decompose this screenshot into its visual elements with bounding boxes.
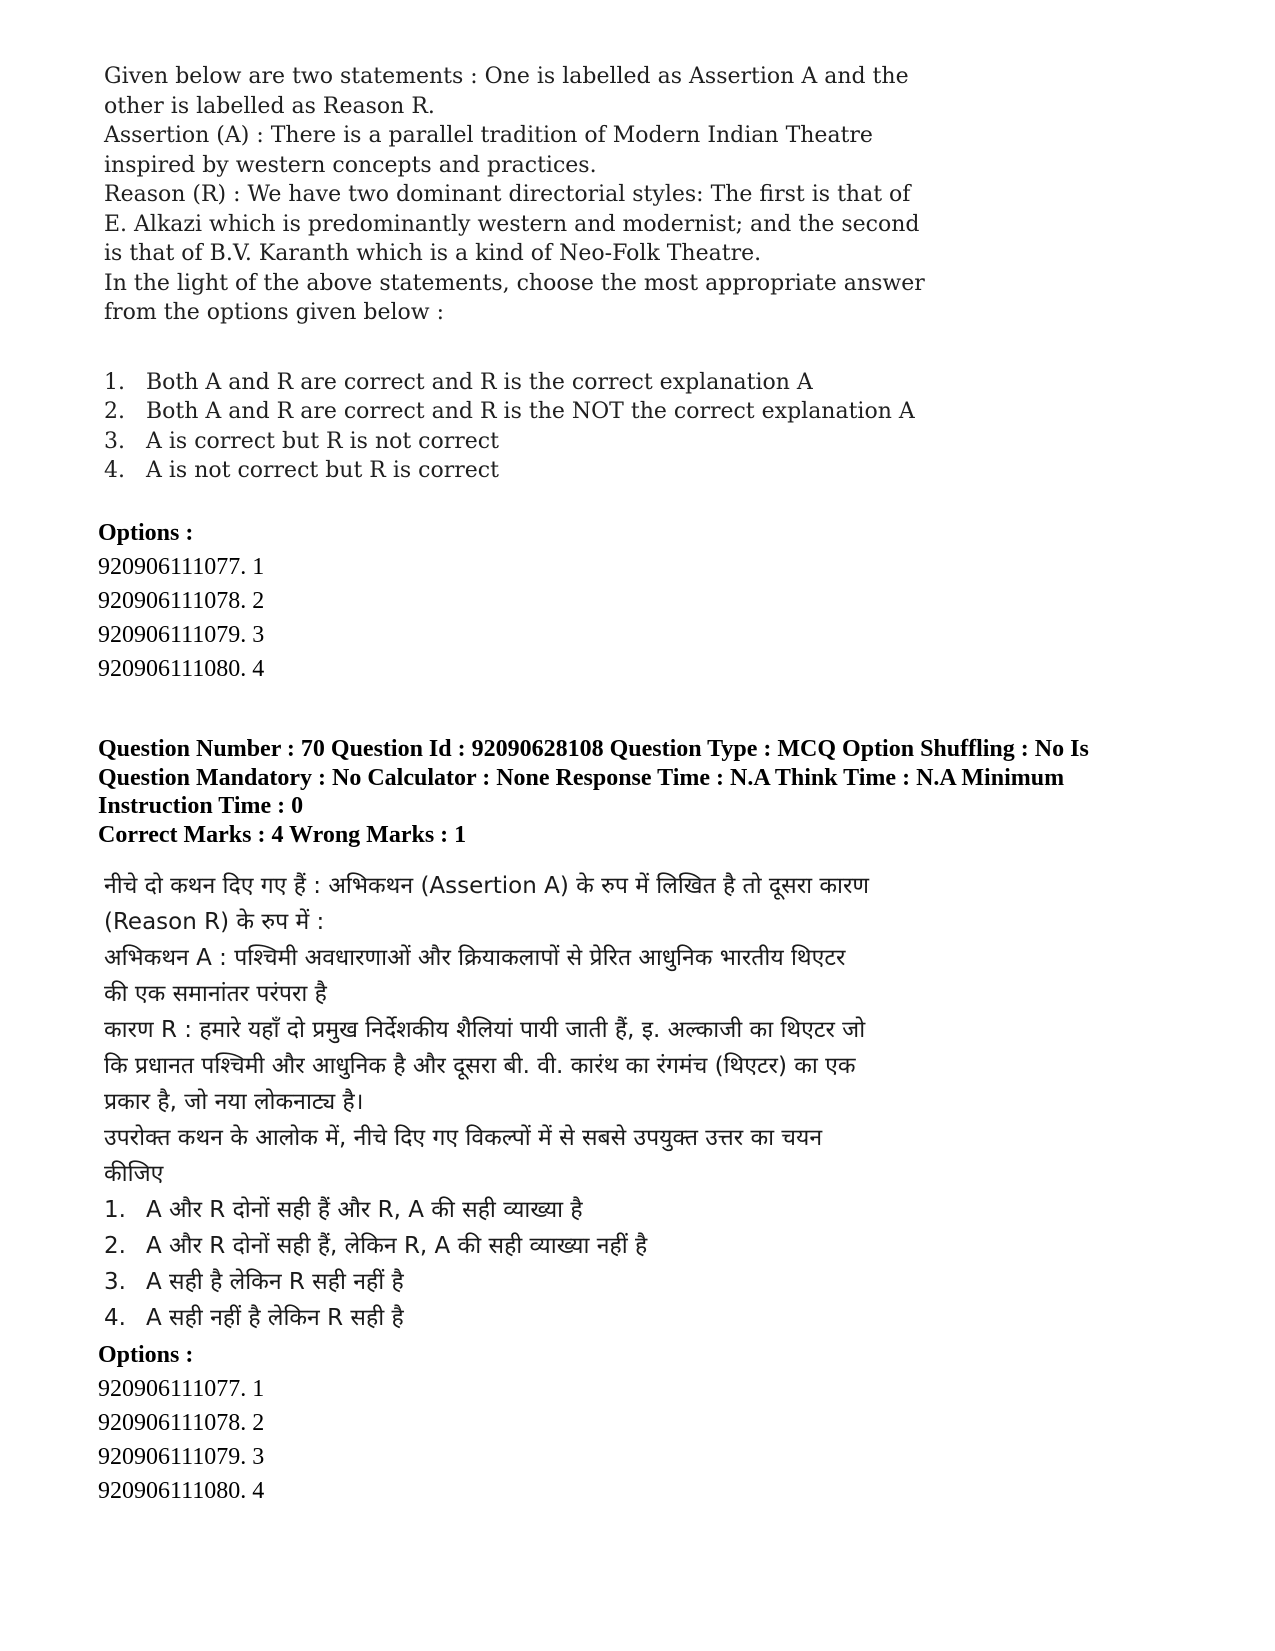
answer-choice <box>104 1264 1004 1300</box>
option-id-item: 920906111080. 4 <box>98 1478 265 1504</box>
options-label: Options : <box>98 520 194 546</box>
options-block <box>98 1338 264 1508</box>
question-stem-line: is that of B.V. Karanth which is a kind of Neo-Folk Theatre. <box>104 241 762 266</box>
question-stem-line: कारण R : हमारे यहाँ दो प्रमुख निर्देशकीय शैलियां पायी जाती हैं, इ. अल्काजी का थिएटर जो <box>104 1017 866 1043</box>
choice-number: 1. <box>104 1197 126 1223</box>
answer-choice <box>104 1192 1004 1228</box>
option-id-list <box>98 550 264 686</box>
question-meta-line: Question Number : 70 Question Id : 92090628108 Question Type : MCQ Option Shuffling : No Is <box>98 736 1089 762</box>
option-id-item: 920906111079. 3 <box>98 622 265 648</box>
marks-line: Correct Marks : 4 Wrong Marks : 1 <box>98 822 467 848</box>
options-block <box>98 516 264 686</box>
question-stem-line: नीचे दो कथन दिए गए हैं : अभिकथन (Assertion A) के रुप में लिखित है तो दूसरा कारण <box>104 873 870 899</box>
question-stem-line: from the options given below : <box>104 300 445 325</box>
choice-number: 1. <box>104 369 125 395</box>
answer-choice <box>104 1300 1004 1336</box>
question-stem-line: other is labelled as Reason R. <box>104 93 435 119</box>
option-id-item: 920906111078. 2 <box>98 588 265 614</box>
choice-number: 2. <box>104 1233 126 1259</box>
question-metadata <box>98 735 1198 821</box>
option-id-item: 920906111080. 4 <box>98 656 265 682</box>
answer-choice <box>104 368 984 398</box>
choice-text: A और R दोनों सही हैं और R, A की सही व्याख्या है <box>146 1197 583 1223</box>
answer-choice <box>104 1228 1004 1264</box>
question-meta-line: Instruction Time : 0 <box>98 793 304 819</box>
option-id-item: 920906111078. 2 <box>98 1410 265 1436</box>
answer-choice-list <box>104 368 984 486</box>
choice-text: A सही नहीं है लेकिन R सही है <box>146 1305 404 1331</box>
hindi-question-image <box>104 868 1004 1336</box>
choice-text: A is not correct but R is correct <box>146 458 499 483</box>
choice-number: 4. <box>104 458 125 483</box>
option-id-list <box>98 1372 264 1508</box>
question-stem-line: कीजिए <box>104 1161 164 1187</box>
option-id-item: 920906111079. 3 <box>98 1444 265 1470</box>
answer-choice-list <box>104 1192 1004 1336</box>
question-stem-line: की एक समानांतर परंपरा है <box>104 981 327 1007</box>
question-stem-line: Given below are two statements : One is labelled as Assertion A and the <box>104 64 909 89</box>
choice-text: A सही है लेकिन R सही नहीं है <box>146 1269 404 1295</box>
option-id-item: 920906111077. 1 <box>98 1376 265 1402</box>
answer-choice <box>104 427 984 457</box>
question-meta-line: Question Mandatory : No Calculator : None Response Time : N.A Think Time : N.A Minimum <box>98 764 1065 791</box>
option-id-item: 920906111077. 1 <box>98 554 265 580</box>
choice-text: Both A and R are correct and R is the NOT the correct explanation A <box>146 399 915 424</box>
choice-text: Both A and R are correct and R is the correct explanation A <box>146 369 813 395</box>
question-stem-line: कि प्रधानत पश्चिमी और आधुनिक है और दूसरा बी. वी. कारंथ का रंगमंच (थिएटर) का एक <box>104 1053 856 1079</box>
choice-text: A is correct but R is not correct <box>146 428 499 454</box>
question-stem-line: E. Alkazi which is predominantly western and modernist; and the second <box>104 211 920 237</box>
question-stem-line: प्रकार है, जो नया लोकनाट्य है। <box>104 1089 364 1115</box>
options-label: Options : <box>98 1342 194 1368</box>
choice-number: 3. <box>104 428 125 454</box>
choice-number: 3. <box>104 1269 126 1295</box>
question-stem-line: Reason (R) : We have two dominant directorial styles: The first is that of <box>104 182 911 207</box>
answer-choice <box>104 397 984 427</box>
question-stem-line: अभिकथन A : पश्चिमी अवधारणाओं और क्रियाकलापों से प्रेरित आधुनिक भारतीय थिएटर <box>104 945 846 971</box>
choice-text: A और R दोनों सही हैं, लेकिन R, A की सही व्याख्या नहीं है <box>146 1233 648 1259</box>
choice-number: 4. <box>104 1305 126 1331</box>
choice-number: 2. <box>104 399 125 424</box>
question-stem-line: उपरोक्त कथन के आलोक में, नीचे दिए गए विकल्पों में से सबसे उपयुक्त उत्तर का चयन <box>104 1125 823 1151</box>
question-stem-line: inspired by western concepts and practices. <box>104 152 597 178</box>
question-stem-line: Assertion (A) : There is a parallel tradition of Modern Indian Theatre <box>104 123 873 148</box>
question-stem-line: (Reason R) के रुप में : <box>104 909 325 935</box>
english-question-image <box>104 62 984 486</box>
answer-choice <box>104 456 984 486</box>
question-stem-line: In the light of the above statements, choose the most appropriate answer <box>104 270 925 296</box>
